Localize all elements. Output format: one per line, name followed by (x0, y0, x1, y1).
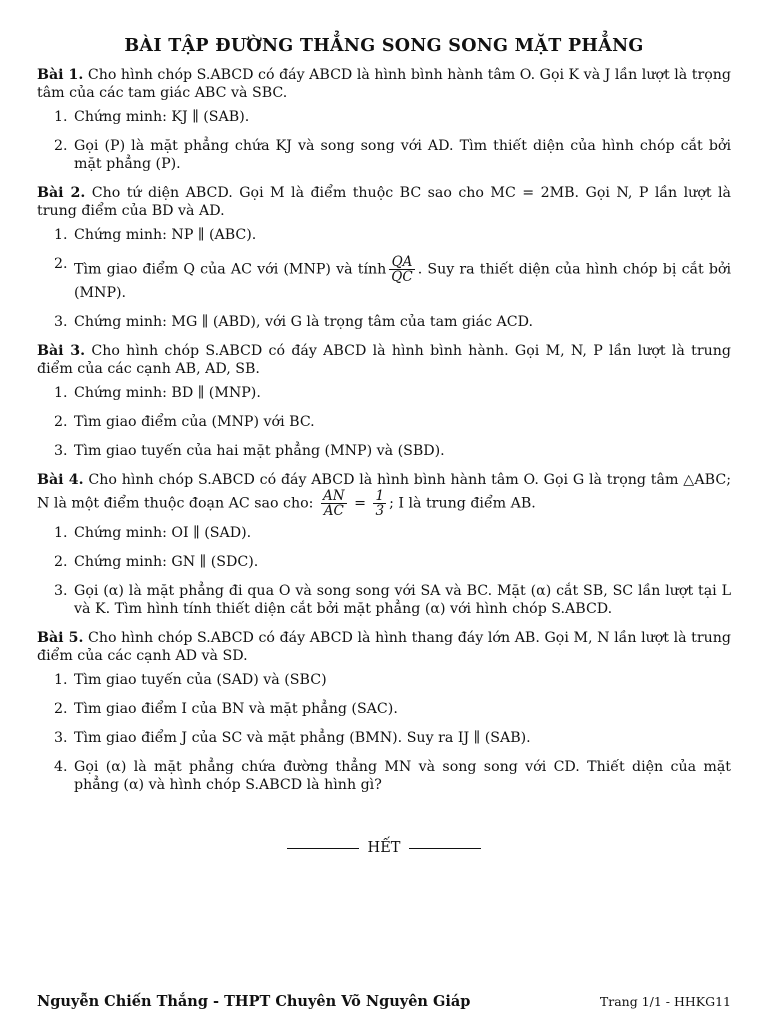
list-item: 2. Gọi (P) là mặt phẳng chứa KJ và song song với AD. Tìm thiết diện của hình chóp cắt bởi mặt phẳng (P). (54, 138, 731, 172)
footer-page-number: Trang 1/1 - HHKG11 (599, 994, 731, 1009)
fraction: $\frac{QA}{QC}$ (391, 254, 413, 285)
list-item: 2. Tìm giao điểm của (MNP) với BC. (54, 414, 315, 430)
footer-author: Nguyễn Chiến Thắng - THPT Chuyên Võ Nguyên Giáp (37, 993, 471, 1010)
list-item: 3. Tìm giao tuyến của hai mặt phẳng (MNP) và (SBD). (54, 443, 445, 459)
list-item: 2. Tìm giao điểm I của BN và mặt phẳng (SAC). (54, 701, 398, 717)
document-title: BÀI TẬP ĐƯỜNG THẲNG SONG SONG MẶT PHẲNG (124, 36, 644, 56)
problem-4: Bài 4. Cho hình chóp S.ABCD có đáy ABCD là hình bình hành tâm O. Gọi G là trọng tâm △ABC; N là một điểm thuộc đoạn AC sao cho: $\frac{AN}{AC}$ = $\frac{1}{3}$ ; I là trung điểm AB. (37, 472, 731, 519)
list-item: 4. Gọi (α) là mặt phẳng chứa đường thẳng MN và song song với CD. Thiết diện của mặt phẳng (α) và hình chóp S.ABCD là hình gì? (54, 759, 731, 793)
problem-label: Bài 3. (37, 343, 86, 359)
list-item: 2. Tìm giao điểm Q của AC với (MNP) và tính $\frac{QA}{QC}$ . Suy ra thiết diện của hình chóp bị cắt bởi (MNP). (54, 254, 731, 301)
problem-2 (37, 184, 731, 220)
page-footer (37, 993, 731, 1010)
problem-1-items (37, 108, 731, 173)
list-item: 3. Tìm giao điểm J của SC và mặt phẳng (BMN). Suy ra IJ ∥ (SAB). (54, 730, 531, 746)
problem-label: Bài 1. (37, 67, 84, 83)
end-rule-left (287, 848, 359, 849)
problem-label: Bài 4. (37, 472, 84, 488)
problem-5-items (37, 671, 731, 794)
list-item: 1. Tìm giao tuyến của (SAD) và (SBC) (54, 672, 327, 688)
problem-text: Cho hình chóp S.ABCD có đáy ABCD là hình bình hành. Gọi M, N, P lần lượt là trung điểm của các cạnh AB, AD, SB. (37, 343, 731, 377)
fraction: $\frac{AN}{AC}$ (322, 488, 345, 519)
problem-text: Cho hình chóp S.ABCD có đáy ABCD là hình thang đáy lớn AB. Gọi M, N lần lượt là trung điểm của các cạnh AD và SD. (37, 630, 732, 664)
problem-3-items (37, 384, 731, 460)
end-text: HẾT (367, 840, 401, 856)
problem-4-items (37, 524, 731, 618)
list-item: 1. Chứng minh: OI ∥ (SAD). (54, 525, 252, 541)
problem-label: Bài 2. (37, 185, 86, 201)
problem-text: Cho hình chóp S.ABCD có đáy ABCD là hình bình hành tâm O. Gọi K và J lần lượt là trọng tâm của các tam giác ABC và SBC. (37, 67, 731, 101)
list-item: 2. Chứng minh: GN ∥ (SDC). (54, 554, 259, 570)
problem-text: Cho tứ diện ABCD. Gọi M là điểm thuộc BC sao cho MC = 2MB. Gọi N, P lần lượt là trung điểm của BD và AD. (37, 185, 731, 219)
end-marker (37, 840, 731, 856)
problem-5 (37, 629, 731, 665)
list-item: 1. Chứng minh: KJ ∥ (SAB). (54, 109, 250, 125)
problem-1 (37, 66, 731, 102)
problem-2-items (37, 226, 731, 331)
problem-3 (37, 342, 731, 378)
problem-text: Cho hình chóp S.ABCD có đáy ABCD là hình bình hành tâm O. Gọi G là trọng tâm △ABC; N là một điểm thuộc đoạn AC sao cho: (37, 472, 731, 512)
list-item: 1. Chứng minh: NP ∥ (ABC). (54, 227, 257, 243)
document-page (37, 36, 732, 856)
list-item: 3. Chứng minh: MG ∥ (ABD), với G là trọng tâm của tam giác ACD. (54, 314, 534, 330)
list-item: 3. Gọi (α) là mặt phẳng đi qua O và song song với SA và BC. Mặt (α) cắt SB, SC lần lượt tại L và K. Tìm hình tính thiết diện cắt bởi mặt phẳng (α) với hình chóp S.ABCD. (54, 583, 731, 617)
list-item: 1. Chứng minh: BD ∥ (MNP). (54, 385, 261, 401)
problem-label: Bài 5. (37, 630, 84, 646)
fraction: $\frac{1}{3}$ (375, 488, 385, 519)
end-rule-right (409, 848, 481, 849)
